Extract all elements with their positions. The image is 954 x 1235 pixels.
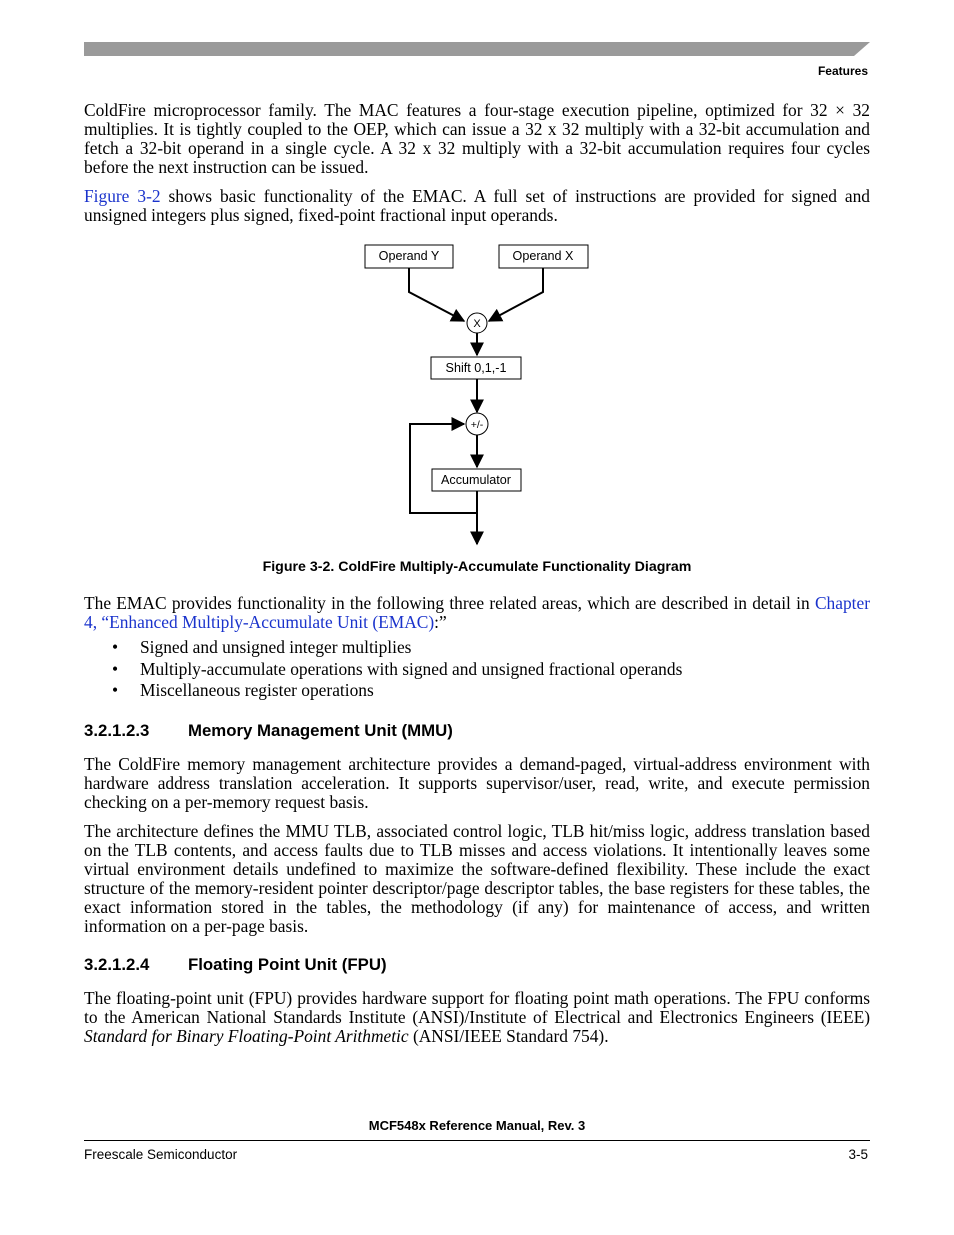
add-sub-label: +/- [470, 419, 484, 431]
header-bar [84, 42, 870, 56]
bullet-text: Signed and unsigned integer multiplies [140, 637, 412, 657]
heading-fpu-title: Floating Point Unit (FPU) [188, 955, 387, 974]
add-sub-node [466, 413, 488, 435]
paragraph-intro: ColdFire microprocessor family. The MAC features a four-stage execution pipeline, optimized for 32 × 32 multiplies. It is tightly coupled to the OEP, which can issue a 32 x 32 multiply with a 32-bit accumulation and fetch a 32-bit operand in a single cycle. A 32 x 32 multiply with a 32-bit accumulation requires four cycles before the next instruction can be issued. [84, 100, 870, 177]
arrow-x-to-multiply [489, 268, 543, 321]
footer-title: MCF548x Reference Manual, Rev. 3 [368, 1118, 586, 1133]
figure-link[interactable]: Figure 3-2 [84, 186, 161, 206]
bullet-icon: • [112, 637, 119, 657]
heading-fpu [84, 955, 387, 975]
emac-bullet-list [112, 637, 682, 702]
figure-caption: Figure 3-2. ColdFire Multiply-Accumulate Functionality Diagram [262, 559, 692, 575]
paragraph-fpu-text: The floating-point unit (FPU) provides hardware support for floating point math operations. The FPU conforms to the American National Standards Institute (ANSI)/Institute of Electrical and Electronics Engineers (IEEE) [84, 988, 870, 1027]
list-item [112, 637, 682, 659]
bullet-text: Multiply-accumulate operations with signed and unsigned fractional operands [140, 658, 683, 679]
operand-x-box [499, 245, 588, 268]
paragraph-mmu-2: The architecture defines the MMU TLB, associated control logic, TLB hit/miss logic, address translation based on the TLB contents, and access faults due to TLB misses and access violations. It intentionally leaves some virtual environment details undefined to maximize the software-defined flexibility. These include the exact structure of the memory-resident pointer descriptor/page descriptor tables, the base registers for these tables, the exact information stored in the tables, the methodology (if any) for maintenance of access, and written information on a per-page basis. [84, 821, 870, 936]
paragraph-emac-areas-text: The EMAC provides functionality in the following three related areas, which are described in detail in [84, 593, 815, 613]
heading-mmu-number: 3.2.1.2.3 [84, 721, 150, 740]
footer-page-number: 3-5 [848, 1147, 868, 1162]
accumulator-label: Accumulator [441, 473, 511, 487]
footer-company: Freescale Semiconductor [84, 1147, 238, 1162]
paragraph-fpu-italic: Standard for Binary Floating-Point Arithmetic [84, 1026, 409, 1046]
section-label: Features [817, 64, 868, 78]
paragraph-emac-areas [84, 594, 870, 632]
heading-mmu-title: Memory Management Unit (MMU) [188, 721, 453, 740]
list-item [112, 659, 682, 681]
shift-label: Shift 0,1,-1 [445, 361, 507, 375]
bullet-icon: • [112, 680, 119, 700]
multiply-node [467, 313, 487, 333]
list-item [112, 680, 682, 702]
operand-x-label: Operand X [512, 249, 574, 263]
emac-diagram [340, 236, 620, 557]
paragraph-mmu-1: The ColdFire memory management architecture provides a demand-paged, virtual-address environment with hardware address translation acceleration. It supports supervisor/user, read, write, and execute permission checking on a per-memory request basis. [84, 754, 870, 812]
bullet-text: Miscellaneous register operations [140, 680, 374, 700]
paragraph-fpu [84, 989, 870, 1046]
emac-diagram-svg [340, 236, 620, 552]
multiply-label: X [473, 318, 481, 330]
heading-fpu-number: 3.2.1.2.4 [84, 955, 150, 974]
paragraph-fpu-end: (ANSI/IEEE Standard 754). [408, 1026, 609, 1046]
operand-y-box [365, 245, 453, 268]
bullet-icon: • [112, 658, 119, 679]
footer-divider [84, 1140, 870, 1141]
paragraph-figure-ref-text: shows basic functionality of the EMAC. A full set of instructions are provided for signed and unsigned integers plus signed, fixed-point fractional input operands. [84, 186, 870, 225]
operand-y-label: Operand Y [378, 249, 440, 263]
heading-mmu [84, 721, 453, 741]
paragraph-figure-ref [84, 187, 870, 225]
accumulator-box [432, 469, 521, 491]
shift-box [431, 357, 521, 379]
paragraph-emac-areas-end: :” [434, 612, 447, 632]
arrow-y-to-multiply [409, 268, 464, 321]
chapter-link[interactable]: Chapter 4, “Enhanced Multiply-Accumulate Unit (EMAC) [84, 593, 870, 632]
